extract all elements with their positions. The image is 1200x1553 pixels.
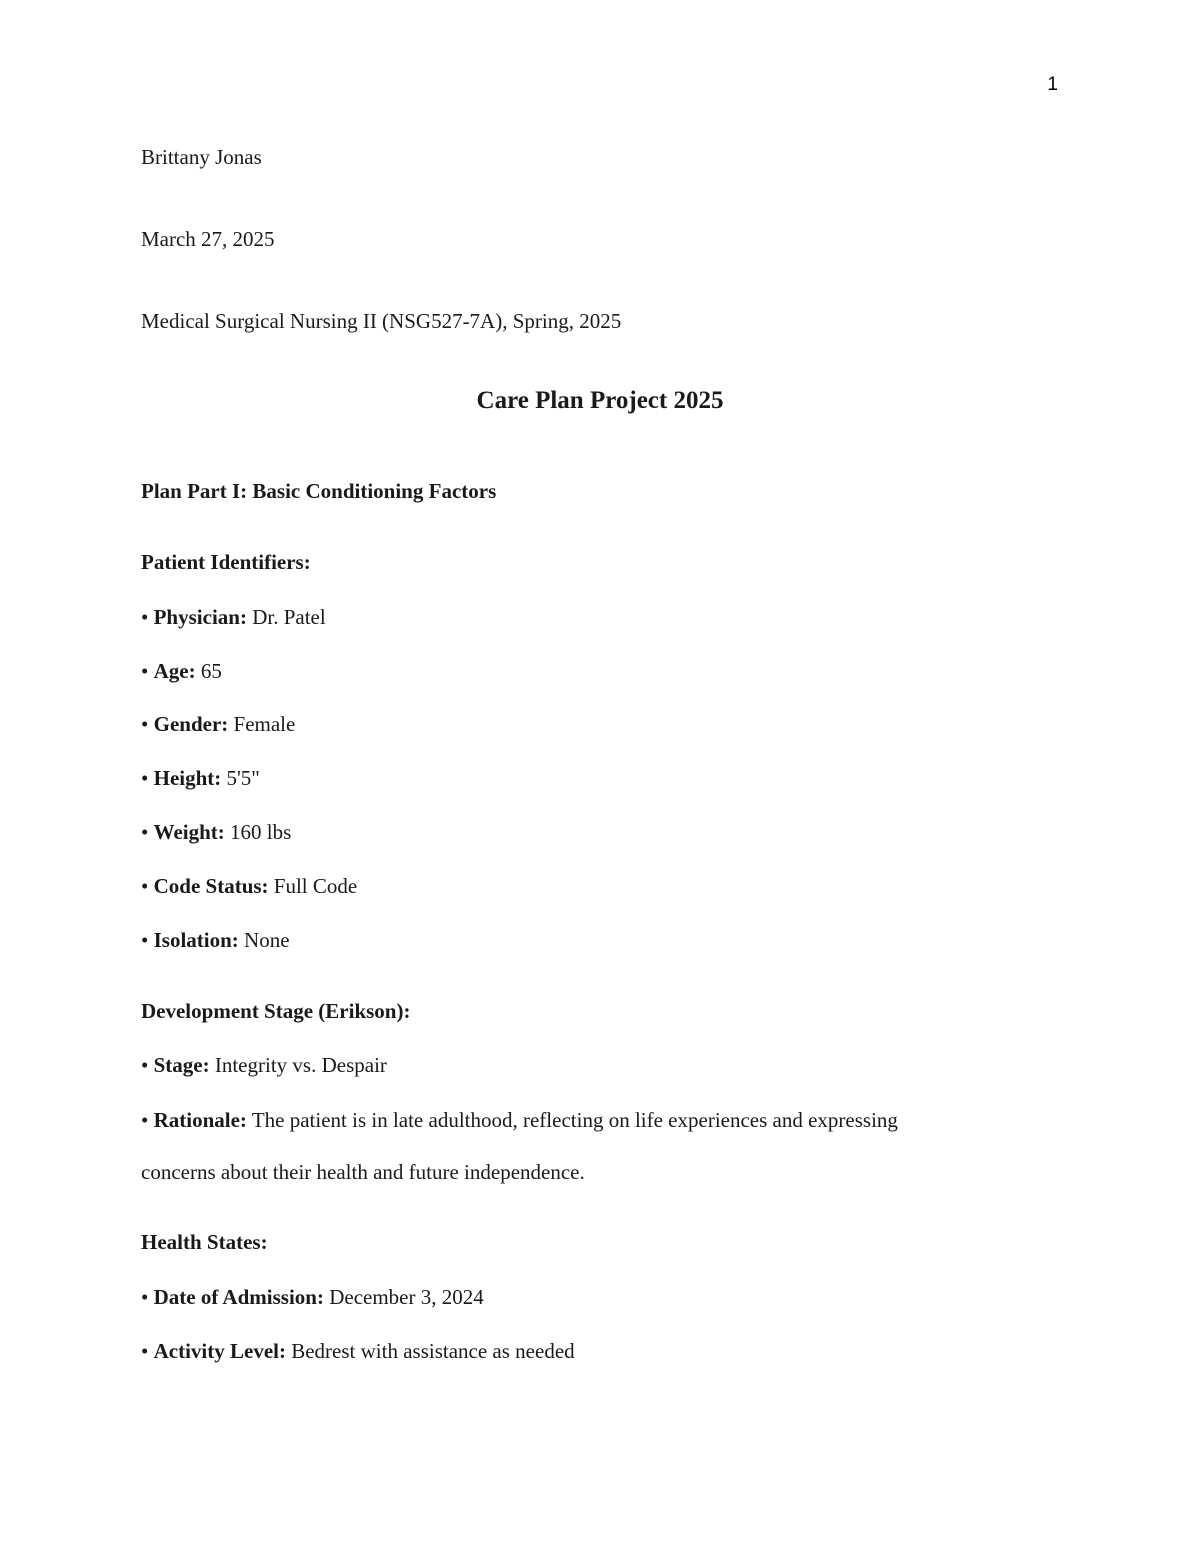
part-heading: Plan Part I: Basic Conditioning Factors <box>141 479 497 503</box>
identifier-value: 160 lbs <box>230 820 292 844</box>
patient-identifiers-heading: Patient Identifiers: <box>141 550 311 574</box>
stage-label: Stage: <box>153 1053 210 1077</box>
identifier-label: Weight: <box>153 820 225 844</box>
document-date: March 27, 2025 <box>141 227 275 251</box>
course-name: Medical Surgical Nursing II (NSG527-7A), Spring, 2025 <box>141 309 622 333</box>
identifier-label: Age: <box>153 659 196 683</box>
identifier-age <box>141 661 222 682</box>
bullet: • <box>141 1053 149 1077</box>
bullet: • <box>141 659 149 683</box>
health-label: Activity Level: <box>153 1339 286 1363</box>
identifier-label: Gender: <box>153 712 229 736</box>
identifier-label: Isolation: <box>153 928 239 952</box>
identifier-value: None <box>244 928 290 952</box>
health-value: December 3, 2024 <box>329 1285 484 1309</box>
rationale-label: Rationale: <box>153 1108 247 1132</box>
identifier-weight <box>141 822 291 843</box>
bullet: • <box>141 766 149 790</box>
identifier-value: 65 <box>200 659 222 683</box>
author-name: Brittany Jonas <box>141 145 262 169</box>
health-states-heading: Health States: <box>141 1230 268 1254</box>
rationale-text: The patient is in late adulthood, reflecting on life experiences and expressing <box>251 1108 898 1132</box>
health-value: Bedrest with assistance as needed <box>291 1339 575 1363</box>
bullet: • <box>141 820 149 844</box>
identifier-label: Physician: <box>153 605 247 629</box>
identifier-gender <box>141 714 295 735</box>
identifier-label: Code Status: <box>153 874 269 898</box>
bullet: • <box>141 874 149 898</box>
bullet: • <box>141 1108 149 1132</box>
bullet: • <box>141 928 149 952</box>
bullet: • <box>141 1285 149 1309</box>
identifier-value: Dr. Patel <box>252 605 326 629</box>
page-number: 1 <box>1047 74 1058 95</box>
bullet: • <box>141 605 149 629</box>
identifier-value: 5'5" <box>226 766 260 790</box>
development-stage-item <box>141 1055 387 1076</box>
identifier-isolation <box>141 930 290 951</box>
development-rationale-item <box>141 1110 898 1131</box>
document-title: Care Plan Project 2025 <box>476 387 724 414</box>
health-activity-level <box>141 1341 575 1362</box>
development-stage-heading: Development Stage (Erikson): <box>141 999 411 1023</box>
development-rationale-continuation: concerns about their health and future independence. <box>141 1160 585 1184</box>
identifier-height <box>141 768 260 789</box>
stage-value: Integrity vs. Despair <box>214 1053 387 1077</box>
identifier-value: Female <box>233 712 296 736</box>
identifier-label: Height: <box>153 766 222 790</box>
bullet: • <box>141 1339 149 1363</box>
identifier-physician <box>141 607 326 628</box>
health-label: Date of Admission: <box>153 1285 324 1309</box>
bullet: • <box>141 712 149 736</box>
identifier-code-status <box>141 876 357 897</box>
identifier-value: Full Code <box>273 874 358 898</box>
health-date-of-admission <box>141 1287 484 1308</box>
